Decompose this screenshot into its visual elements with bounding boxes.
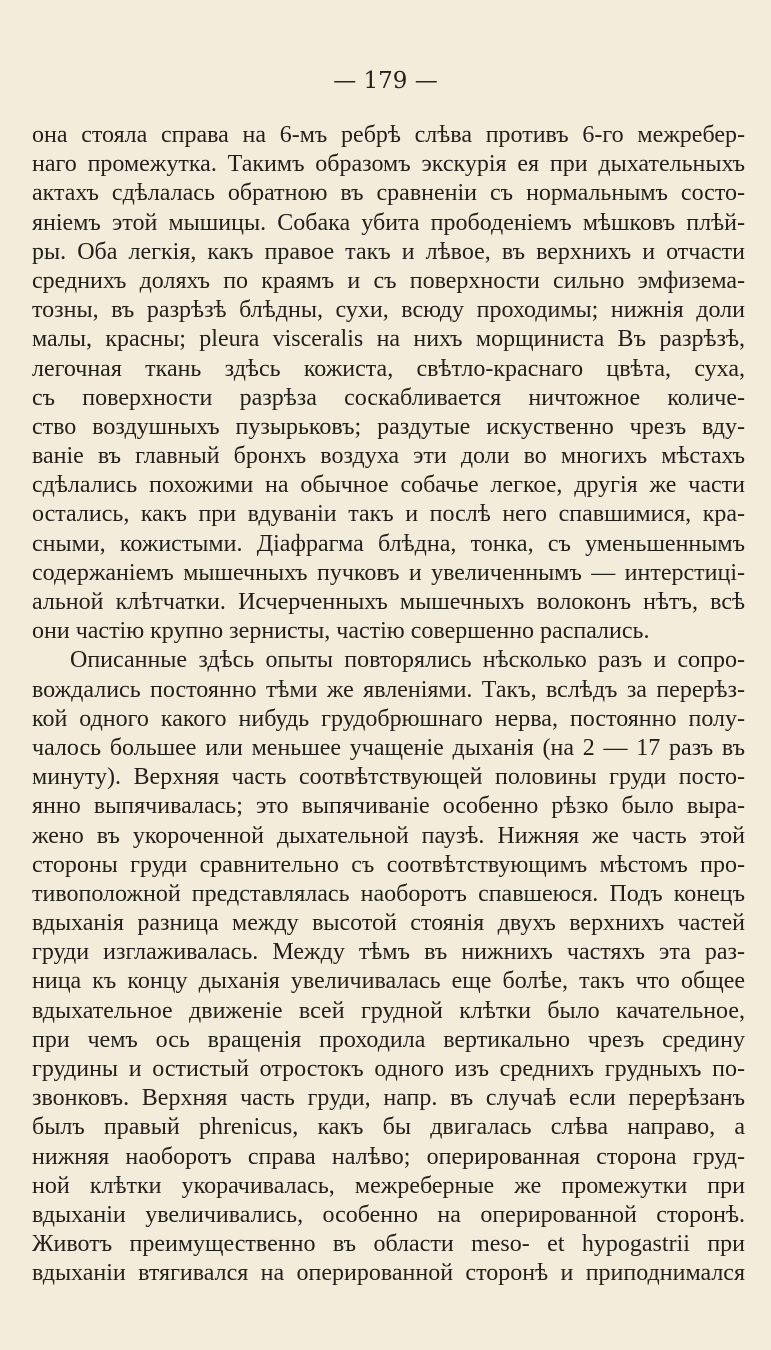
text-line: тозны, въ разрѣзѣ блѣдны, сухи, всюду проходимы; нижнія доли <box>32 297 745 324</box>
text-line: при чемъ ось вращенія проходила вертикально чрезъ средину <box>32 1026 745 1053</box>
page-number: — 179 — <box>333 68 438 94</box>
text-line: ваніе въ главный бронхъ воздуха эти доли во многихъ мѣстахъ <box>32 443 745 470</box>
text-line: ной клѣтки укорачивалась, межреберные же промежутки при <box>32 1172 745 1199</box>
text-line: наго промежутка. Такимъ образомъ экскурія ея при дыхательныхъ <box>32 151 745 178</box>
text-line: легочная ткань здѣсь кожиста, свѣтло-краснаго цвѣта, суха, <box>32 355 745 382</box>
text-line: среднихъ доляхъ по краямъ и съ поверхности сильно эмфизема- <box>32 267 745 294</box>
text-line: сдѣлались похожими на обычное собачье легкое, другія же части <box>32 472 745 499</box>
text-line: грудины и остистый отростокъ одного изъ среднихъ грудныхъ по- <box>32 1056 745 1082</box>
text-line: Описанные здѣсь опыты повторялись нѣсколько разъ и сопро- <box>70 647 745 674</box>
text-line: остались, какъ при вдуваніи такъ и послѣ него спавшимися, кра- <box>32 501 745 528</box>
text-line: альной клѣтчатки. Исчерченныхъ мышечныхъ волоконъ нѣтъ, всѣ <box>32 589 745 615</box>
text-line: янно выпячивалась; это выпячиваніе особенно рѣзко было выра- <box>32 793 745 820</box>
text-line: вдыханіи увеличивались, особенно на оперированной сторонѣ. <box>32 1201 745 1228</box>
text-line: былъ правый phrenicus, какъ бы двигалась слѣва направо, а <box>32 1114 745 1141</box>
text-line: актахъ сдѣлалась обратною въ сравненіи съ нормальнымъ состо- <box>32 180 745 207</box>
text-line: тивоположной представлялась наоборотъ спавшеюся. Подъ конецъ <box>32 880 745 907</box>
text-line: звонковъ. Верхняя часть груди, напр. въ случаѣ если перерѣзанъ <box>32 1085 745 1112</box>
text-line: она стояла справа на 6-мъ ребрѣ слѣва противъ 6-го межребер- <box>32 122 745 148</box>
text-line: минуту). Верхняя часть соотвѣтствующей половины груди посто- <box>32 764 745 791</box>
text-line: яніемъ этой мышицы. Собака убита прободеніемъ мѣшковъ плѣй- <box>32 209 745 236</box>
text-line: вдыханія разница между высотой стоянія двухъ верхнихъ частей <box>32 910 745 937</box>
text-line: вождались постоянно тѣми же явленіями. Такъ, вслѣдъ за перерѣз- <box>32 676 745 703</box>
text-line: они частію крупно зернисты, частію совершенно распались. <box>32 618 650 645</box>
text-line: нижняя наоборотъ справа налѣво; оперированная сторона груд- <box>32 1143 745 1170</box>
text-line: кой одного какого нибудь грудобрюшнаго нерва, постоянно полу- <box>32 705 745 732</box>
text-line: стороны груди сравнительно съ соотвѣтствующимъ мѣстомъ про- <box>32 851 745 878</box>
text-line: содержаніемъ мышечныхъ пучковъ и увеличеннымъ — интерстиці- <box>32 559 745 586</box>
text-line: съ поверхности разрѣза соскабливается ничтожное количе- <box>32 384 745 411</box>
text-line: вдыханіи втягивался на оперированной сторонѣ и приподнимался <box>32 1260 745 1287</box>
text-line: чалось большее или меньшее учащеніе дыханія (на 2 — 17 разъ въ <box>32 734 745 761</box>
text-line: груди изглаживалась. Между тѣмъ въ нижнихъ частяхъ эта раз- <box>32 939 745 966</box>
text-line: ры. Оба легкія, какъ правое такъ и лѣвое, въ верхнихъ и отчасти <box>32 238 745 265</box>
text-line: ница къ концу дыханія увеличивалась еще болѣе, такъ что общее <box>32 968 745 995</box>
text-line: жено въ укороченной дыхательной паузѣ. Нижняя же часть этой <box>32 822 745 849</box>
text-line: сными, кожистыми. Діафрагма блѣдна, тонка, съ уменьшеннымъ <box>32 530 745 557</box>
text-line: Животъ преимущественно въ области meso- et hypogastrii при <box>32 1231 745 1258</box>
text-line: вдыхательное движеніе всей грудной клѣтки было качательное, <box>32 997 745 1024</box>
text-line: ство воздушныхъ пузырьковъ; раздутые искуственно чрезъ вду- <box>32 413 745 440</box>
text-line: малы, красны; pleura visceralis на нихъ морщиниста Въ разрѣзѣ, <box>32 326 745 353</box>
body-text <box>32 121 745 1289</box>
